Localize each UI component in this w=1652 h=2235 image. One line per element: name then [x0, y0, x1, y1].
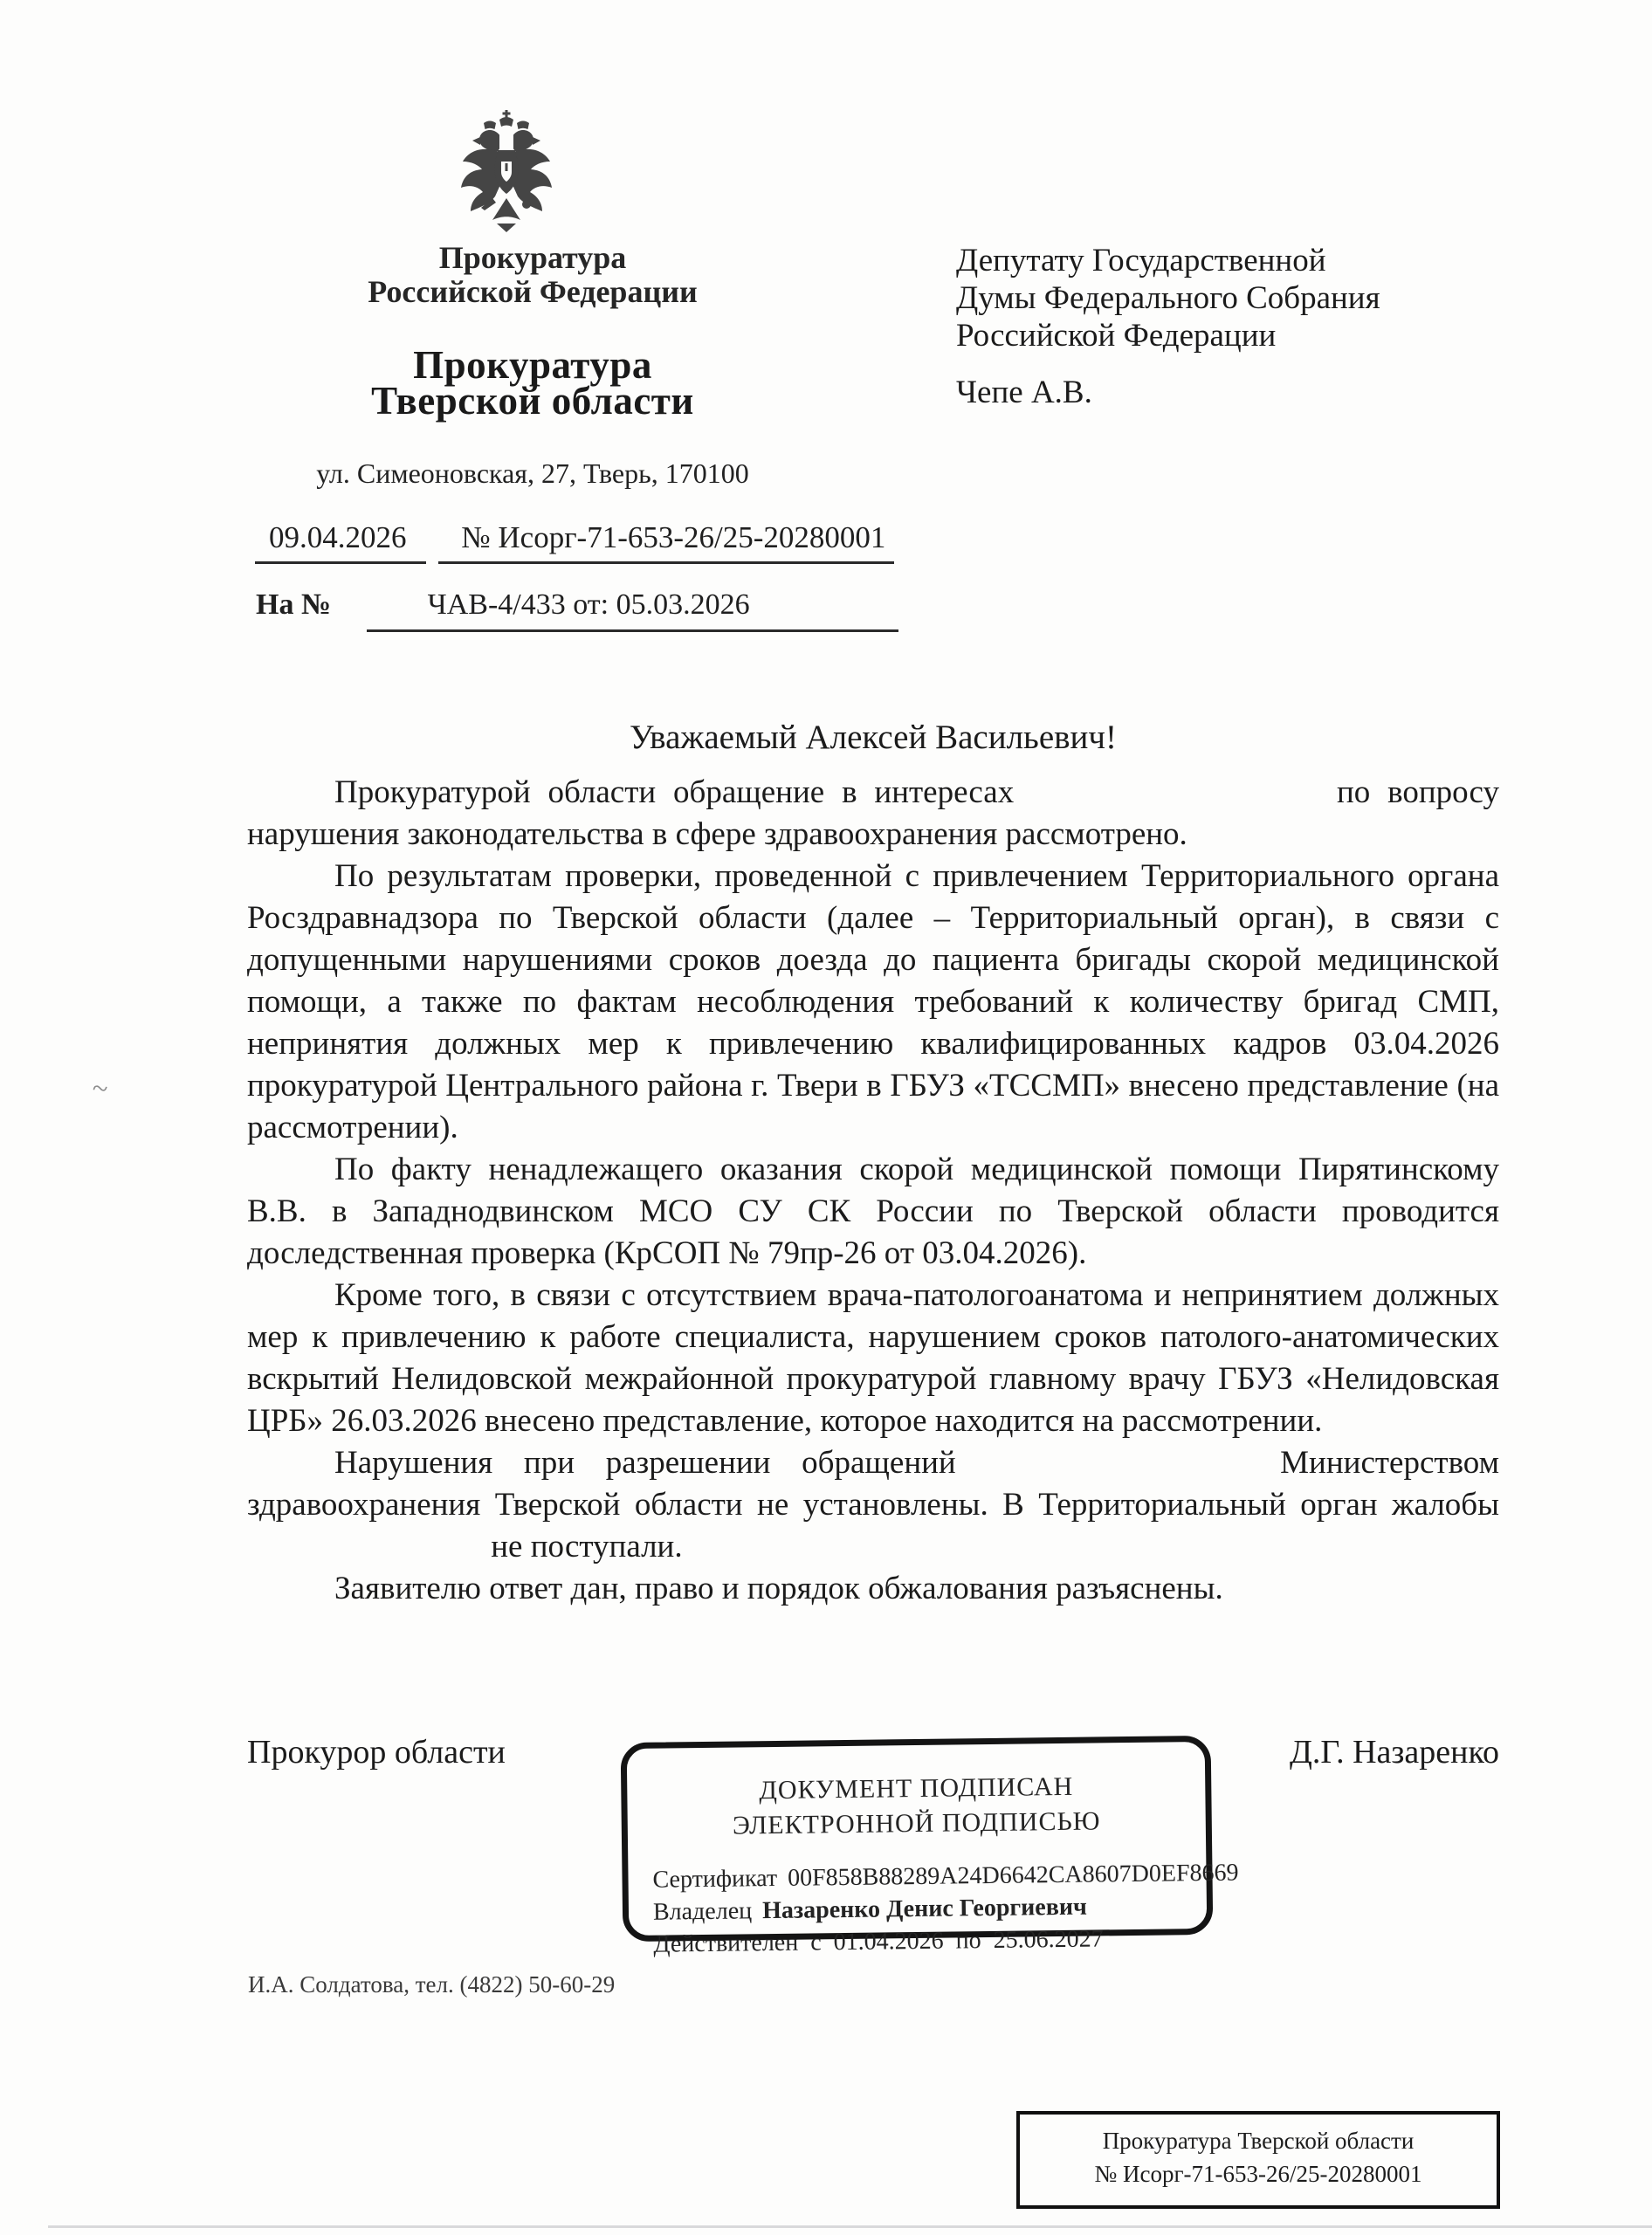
stamp-title	[627, 1768, 1206, 1845]
redacted-gap	[987, 1471, 1249, 1473]
paragraph: Кроме того, в связи с отсутствием врача-патологоанатома и непринятием должных мер к привлечению к работе специалиста, нарушением сроков патолого-анатомических вскрытий Нелидовской межрайонной прокуратурой главному врачу ГБУЗ «Нелидовская ЦРБ» 26.03.2026 внесено представление, которое находится на рассмотрении.	[247, 1277, 1499, 1439]
org-title-line2: Тверской области	[371, 379, 694, 423]
paragraph: Заявителю ответ дан, право и порядок обжалования разъяснены.	[334, 1571, 1223, 1606]
outgoing-line	[255, 520, 894, 564]
signer-name: Д.Г. Назаренко	[1289, 1734, 1499, 1771]
parent-org-line1: Прокуратура	[438, 240, 627, 275]
registration-box	[1016, 2111, 1500, 2209]
stamp-certificate-value: 00F858B88289A24D6642CA8607D0EF8669	[787, 1859, 1239, 1892]
stamp-certificate-label: Сертификат	[652, 1864, 778, 1894]
parent-org-title	[288, 241, 777, 309]
registration-box-number: № Исорг-71-653-26/25-20280001	[1094, 2161, 1422, 2187]
paragraph: По факту ненадлежащего оказания скорой медицинской помощи Пирятинскому В.В. в Западнодвинском МСО СУ СК России по Тверской области проводится доследственная проверка (КрСОП № 79пр-26 от 03.04.2026).	[247, 1152, 1499, 1271]
electronic-signature-stamp	[621, 1736, 1239, 1958]
registration-box-org: Прокуратура Тверской области	[1102, 2128, 1415, 2154]
redacted-gap	[1031, 801, 1319, 802]
addressee-name: Чепе А.В.	[956, 375, 1092, 410]
stamp-title-line1: ДОКУМЕНТ ПОДПИСАН	[759, 1771, 1074, 1805]
addressee-line3: Российской Федерации	[956, 318, 1277, 354]
outgoing-number: № Исорг-71-653-26/25-20280001	[438, 520, 894, 564]
executor-contact: И.А. Солдатова, тел. (4822) 50-60-29	[248, 1971, 616, 1998]
reply-reference: ЧАВ-4/433 от: 05.03.2026	[367, 588, 898, 632]
paragraph: По результатам проверки, проведенной с привлечением Территориального органа Росздравнадзора по Тверской области (далее – Территориальный орган), в связи с допущенными нарушениями сроков доезда до пациента бригады скорой медицинской помощи, а также по фактам несоблюдения требований к количеству бригад СМП, непринятия должных мер к привлечению квалифицированных кадров 03.04.2026 прокуратурой Центрального района г. Твери в ГБУЗ «ТССМП» внесено представление (на рассмотрении).	[247, 858, 1499, 1145]
outgoing-date: 09.04.2026	[255, 520, 426, 564]
scan-bottom-edge	[48, 2225, 1652, 2228]
paragraph: Нарушения при разрешении обращений Министерством здравоохранения Тверской области не установлены. В Территориальный орган жалобы не поступали.	[247, 1445, 1499, 1564]
paragraph: Прокуратурой области обращение в интересах по вопросу нарушения законодательства в сфере здравоохранения рассмотрено.	[247, 774, 1499, 852]
signer-position: Прокурор области	[247, 1734, 506, 1771]
stamp-owner-name: Назаренко Денис Георгиевич	[761, 1893, 1087, 1925]
stamp-certificate-row	[652, 1857, 1239, 1896]
scan-artifact-mark: ~	[90, 1070, 110, 1105]
org-title	[279, 343, 786, 423]
stamp-owner-label: Владелец	[652, 1897, 753, 1926]
stamp-title-line2: ЭЛЕКТРОННОЙ ПОДПИСЬЮ	[732, 1806, 1101, 1840]
salutation: Уважаемый Алексей Васильевич!	[629, 719, 1118, 756]
russian-coat-of-arms-icon	[454, 110, 559, 239]
parent-org-line2: Российской Федерации	[368, 274, 698, 309]
addressee-line1: Депутату Государственной	[956, 243, 1326, 279]
org-title-line1: Прокуратура	[413, 343, 652, 387]
stamp-validity: Действителен с 01.04.2026 по 25.06.2027	[653, 1925, 1104, 1958]
reply-label: На №	[256, 588, 332, 621]
redacted-gap	[247, 1555, 483, 1557]
addressee-line2: Думы Федерального Собрания	[956, 280, 1380, 316]
addressee-block	[956, 242, 1463, 411]
body-paragraphs	[247, 772, 1499, 1610]
reply-reference-line	[256, 588, 898, 632]
stamp-details	[652, 1857, 1239, 1961]
org-address: ул. Симеоновская, 27, Тверь, 170100	[316, 457, 749, 489]
